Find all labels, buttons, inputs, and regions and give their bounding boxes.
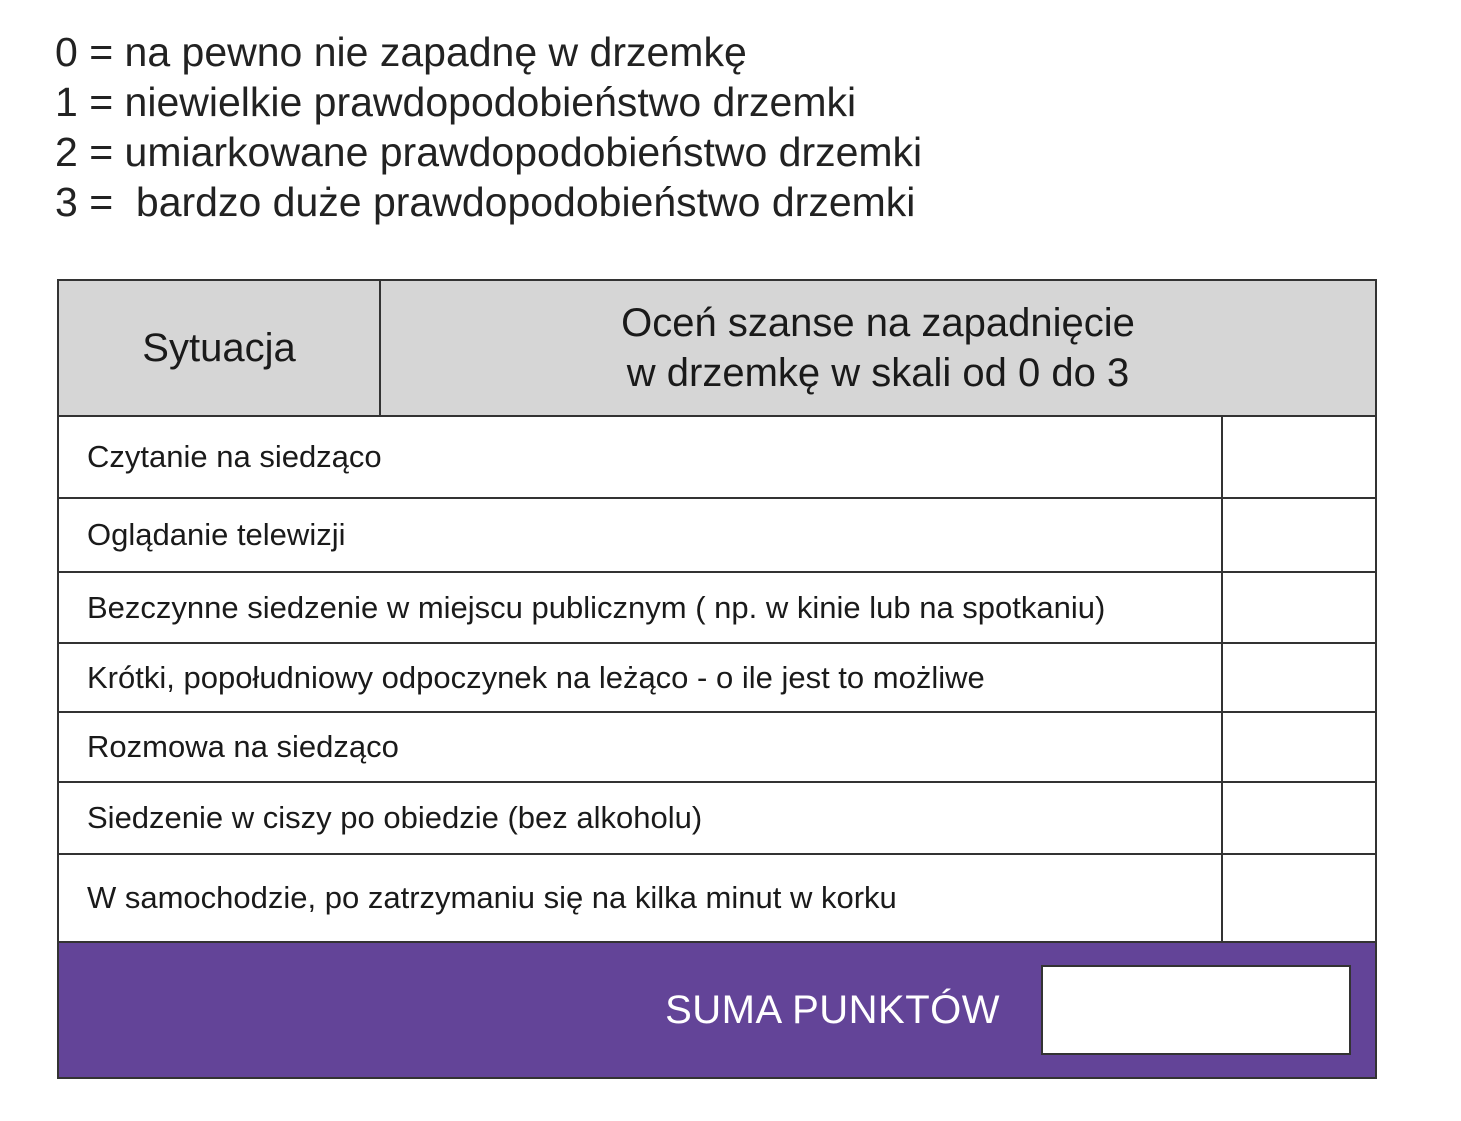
score-cell[interactable] <box>1223 855 1375 941</box>
table-row <box>59 573 1375 644</box>
legend-item-0: 0 = na pewno nie zapadnę w drzemkę <box>55 29 747 75</box>
situation-label: W samochodzie, po zatrzymaniu się na kilka minut w korku <box>59 855 1223 941</box>
table-header <box>59 281 1375 417</box>
score-cell[interactable] <box>1223 573 1375 642</box>
legend-item-2: 2 = umiarkowane prawdopodobieństwo drzemki <box>55 129 923 175</box>
total-label: SUMA PUNKTÓW <box>665 987 1000 1032</box>
table-row <box>59 644 1375 713</box>
table-row <box>59 713 1375 783</box>
header-rate <box>381 281 1375 415</box>
table-row <box>59 855 1375 941</box>
situation-rows <box>59 417 1375 941</box>
table-row <box>59 783 1375 855</box>
table-row <box>59 499 1375 573</box>
situation-label: Czytanie na siedząco <box>59 417 1223 497</box>
situation-label: Oglądanie telewizji <box>59 499 1223 571</box>
table-row <box>59 417 1375 499</box>
header-rate-line1: Oceń szanse na zapadnięcie <box>621 301 1135 345</box>
score-cell[interactable] <box>1223 417 1375 497</box>
total-score-field[interactable] <box>1041 965 1351 1055</box>
situation-label: Bezczynne siedzenie w miejscu publicznym ( np. w kinie lub na spotkaniu) <box>59 573 1223 642</box>
score-cell[interactable] <box>1223 644 1375 711</box>
score-cell[interactable] <box>1223 713 1375 781</box>
scale-legend <box>55 27 922 227</box>
situation-label: Rozmowa na siedząco <box>59 713 1223 781</box>
legend-item-3: 3 = bardzo duże prawdopodobieństwo drzemki <box>55 179 916 225</box>
situation-label: Krótki, popołudniowy odpoczynek na leżąco - o ile jest to możliwe <box>59 644 1223 711</box>
score-cell[interactable] <box>1223 499 1375 571</box>
legend-item-1: 1 = niewielkie prawdopodobieństwo drzemki <box>55 79 857 125</box>
total-row <box>59 941 1375 1077</box>
situation-label: Siedzenie w ciszy po obiedzie (bez alkoholu) <box>59 783 1223 853</box>
sleepiness-form-table <box>57 279 1377 1079</box>
score-cell[interactable] <box>1223 783 1375 853</box>
header-situation: Sytuacja <box>59 281 381 415</box>
header-rate-line2: w drzemkę w skali od 0 do 3 <box>626 351 1130 395</box>
